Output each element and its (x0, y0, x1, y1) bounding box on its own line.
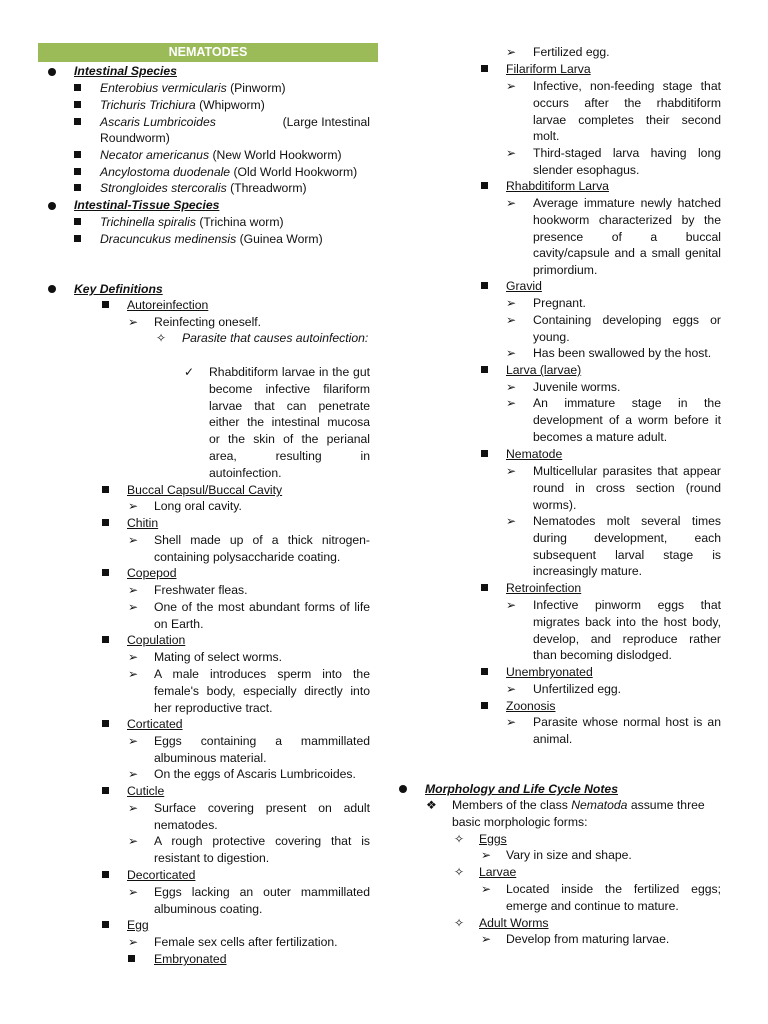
bullet-square-icon (128, 955, 135, 962)
definition: Juvenile worms. (533, 380, 621, 394)
bullet-square-icon (481, 65, 488, 72)
definition: Reinfecting oneself. (154, 315, 262, 329)
term-nematode: Nematode (506, 447, 563, 461)
definition: Infective, non-feeding stage that occurs after the rhabditiform larvae completes their second molt. (533, 79, 721, 144)
definition: Infective pinworm eggs that migrates back into the host body, develop, and reproduce rather than becoming dislodged. (533, 598, 721, 663)
bullet-square-icon (74, 84, 81, 91)
definition: Parasite whose normal host is an animal. (533, 715, 721, 746)
bullet-square-icon (102, 921, 109, 928)
term-copepod: Copepod (127, 566, 177, 580)
list-item: Dracuncukus medinensis (Guinea Worm) (100, 232, 323, 246)
arrow-icon: ➢ (128, 533, 139, 547)
definition: On the eggs of Ascaris Lumbricoides. (154, 767, 356, 781)
definition: A male introduces sperm into the female's body, especially directly into her reproductive tract. (154, 667, 370, 715)
bullet-dot-icon (48, 285, 56, 293)
arrow-icon: ➢ (506, 346, 517, 360)
definition: Freshwater fleas. (154, 583, 248, 597)
definition: Shell made up of a thick nitrogen-containing polysaccharide coating. (154, 533, 370, 564)
bullet-square-icon (481, 366, 488, 373)
bullet-dot-icon (399, 785, 407, 793)
sub-definition: Parasite that causes autoinfection: (182, 331, 369, 345)
term-larvae: Larvae (479, 865, 517, 879)
definition: Nematodes molt several times during development, each subsequent larval stage is increasingly mature. (533, 514, 721, 579)
arrow-icon: ➢ (128, 650, 139, 664)
arrow-icon: ➢ (506, 682, 517, 696)
bullet-square-icon (74, 235, 81, 242)
arrow-icon: ➢ (506, 598, 517, 612)
arrow-icon: ➢ (506, 146, 517, 160)
intestinal-title: Intestinal Species (74, 64, 177, 78)
definition: Average immature newly hatched hookworm characterized by the presence of a buccal cavity/capsule and a small genital primordium. (533, 196, 721, 278)
diamond-cluster-icon: ❖ (426, 798, 437, 812)
check-definition: Rhabditiform larvae in the gut become infective filariform larvae that can penetrate either the intestinal mucosa or the skin of the perianal area, resulting in autoinfection. (209, 365, 370, 480)
arrow-icon: ➢ (506, 380, 517, 394)
arrow-icon: ➢ (506, 464, 517, 478)
arrow-icon: ➢ (128, 583, 139, 597)
list-item: Enterobius vermicularis (Pinworm) (100, 81, 286, 95)
bullet-square-icon (102, 871, 109, 878)
definition: Unfertilized egg. (533, 682, 622, 696)
diamond-outline-icon: ✧ (156, 331, 167, 345)
arrow-icon: ➢ (128, 767, 139, 781)
arrow-icon: ➢ (128, 600, 139, 614)
definition: Multicellular parasites that appear round in cross section (round worms). (533, 464, 721, 512)
diamond-outline-icon: ✧ (454, 865, 465, 879)
arrow-icon: ➢ (481, 848, 492, 862)
bullet-square-icon (481, 584, 488, 591)
term-egg: Egg (127, 918, 149, 932)
arrow-icon: ➢ (128, 801, 139, 815)
term-unembryonated: Unembryonated (506, 665, 593, 679)
arrow-icon: ➢ (128, 935, 139, 949)
diamond-outline-icon: ✧ (454, 832, 465, 846)
arrow-icon: ➢ (506, 396, 517, 410)
section-header: NEMATODES (38, 43, 378, 62)
key-definitions-title: Key Definitions (74, 282, 163, 296)
term-eggs: Eggs (479, 832, 507, 846)
list-item: Strongloides stercoralis (Threadworm) (100, 181, 307, 195)
term-embryonated: Embryonated (154, 952, 227, 966)
arrow-icon: ➢ (481, 932, 492, 946)
term-retroinfection: Retroinfection (506, 581, 582, 595)
arrow-icon: ➢ (128, 885, 139, 899)
bullet-square-icon (74, 118, 81, 125)
definition: Containing developing eggs or young. (533, 313, 721, 344)
tissue-title: Intestinal-Tissue Species (74, 198, 220, 212)
term-corticated: Corticated (127, 717, 183, 731)
list-item: Ascaris Lumbricoides (Large Intestinal (100, 115, 370, 129)
bullet-square-icon (102, 519, 109, 526)
arrow-icon: ➢ (128, 499, 139, 513)
bullet-square-icon (102, 720, 109, 727)
arrow-icon: ➢ (128, 734, 139, 748)
term-decorticated: Decorticated (127, 868, 196, 882)
diamond-outline-icon: ✧ (454, 916, 465, 930)
arrow-icon: ➢ (128, 667, 139, 681)
term-rhabditiform: Rhabditiform Larva (506, 179, 609, 193)
term-cuticle: Cuticle (127, 784, 165, 798)
arrow-icon: ➢ (506, 296, 517, 310)
bullet-square-icon (481, 668, 488, 675)
definition: Eggs containing a mammillated albuminous material. (154, 734, 370, 765)
bullet-square-icon (102, 787, 109, 794)
bullet-dot-icon (48, 68, 56, 76)
bullet-square-icon (74, 101, 81, 108)
morphology-title: Morphology and Life Cycle Notes (425, 782, 618, 796)
definition: A rough protective covering that is resistant to digestion. (154, 834, 370, 865)
list-item: Trichinella spiralis (Trichina worm) (100, 215, 284, 229)
definition: Fertilized egg. (533, 45, 610, 59)
definition: Mating of select worms. (154, 650, 283, 664)
term-zoonosis: Zoonosis (506, 699, 556, 713)
arrow-icon: ➢ (506, 313, 517, 327)
arrow-icon: ➢ (506, 79, 517, 93)
definition: One of the most abundant forms of life on Earth. (154, 600, 370, 631)
definition: Has been swallowed by the host. (533, 346, 712, 360)
checkmark-icon: ✓ (184, 365, 195, 379)
bullet-square-icon (102, 569, 109, 576)
term-larva: Larva (larvae) (506, 363, 582, 377)
bullet-square-icon (481, 282, 488, 289)
bullet-square-icon (481, 450, 488, 457)
definition: An immature stage in the development of a worm before it becomes a mature adult. (533, 396, 721, 444)
term-buccal: Buccal Capsul/Buccal Cavity (127, 483, 283, 497)
arrow-icon: ➢ (506, 196, 517, 210)
definition: Eggs lacking an outer mammillated albuminous coating. (154, 885, 370, 916)
bullet-square-icon (102, 486, 109, 493)
list-item: Trichuris Trichiura (Whipworm) (100, 98, 265, 112)
bullet-square-icon (102, 636, 109, 643)
bullet-square-icon (74, 218, 81, 225)
bullet-square-icon (481, 702, 488, 709)
definition: Surface covering present on adult nematodes. (154, 801, 370, 832)
arrow-icon: ➢ (481, 882, 492, 896)
definition: Pregnant. (533, 296, 586, 310)
arrow-icon: ➢ (128, 834, 139, 848)
term-gravid: Gravid (506, 279, 542, 293)
definition: Long oral cavity. (154, 499, 242, 513)
bullet-square-icon (74, 184, 81, 191)
term-copulation: Copulation (127, 633, 186, 647)
definition: Develop from maturing larvae. (506, 932, 670, 946)
bullet-square-icon (481, 182, 488, 189)
list-item-cont: Roundworm) (100, 131, 170, 145)
bullet-dot-icon (48, 202, 56, 210)
term-autoreinfection: Autoreinfection (127, 298, 209, 312)
bullet-square-icon (74, 168, 81, 175)
definition: Female sex cells after fertilization. (154, 935, 338, 949)
arrow-icon: ➢ (506, 715, 517, 729)
term-filariform: Filariform Larva (506, 62, 591, 76)
list-item: Ancylostoma duodenale (Old World Hookworm) (100, 165, 358, 179)
arrow-icon: ➢ (128, 315, 139, 329)
term-chitin: Chitin (127, 516, 159, 530)
morphology-intro: Members of the class Nematoda assume three basic morphologic forms: (452, 798, 705, 829)
arrow-icon: ➢ (506, 514, 517, 528)
bullet-square-icon (74, 151, 81, 158)
list-item: Necator americanus (New World Hookworm) (100, 148, 342, 162)
definition: Third-staged larva having long slender esophagus. (533, 146, 721, 177)
definition: Located inside the fertilized eggs; emerge and continue to mature. (506, 882, 721, 913)
term-adult-worms: Adult Worms (479, 916, 549, 930)
arrow-icon: ➢ (506, 45, 517, 59)
definition: Vary in size and shape. (506, 848, 632, 862)
bullet-square-icon (102, 301, 109, 308)
